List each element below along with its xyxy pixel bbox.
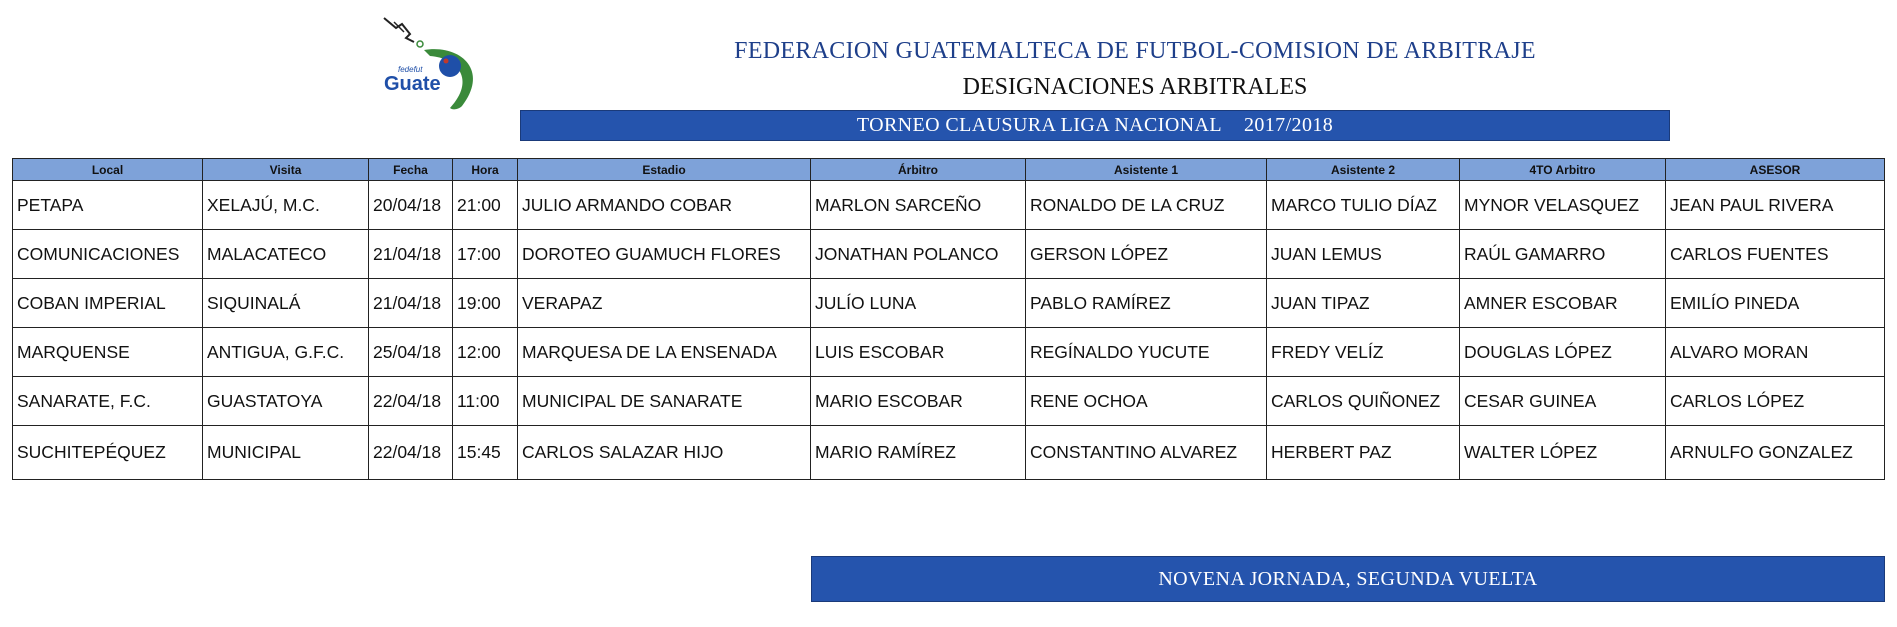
cell-local: SUCHITEPÉQUEZ: [13, 426, 203, 480]
cell-asistente-2: JUAN TIPAZ: [1267, 279, 1460, 328]
table-row: [13, 230, 1885, 279]
cell-visita: GUASTATOYA: [203, 377, 369, 426]
column-header-fecha: Fecha: [369, 159, 453, 181]
cell-hora: 19:00: [453, 279, 518, 328]
cell-fecha: 22/04/18: [369, 377, 453, 426]
cell-local: COMUNICACIONES: [13, 230, 203, 279]
cell-fecha: 21/04/18: [369, 230, 453, 279]
cell-visita: SIQUINALÁ: [203, 279, 369, 328]
cell-asesor: ARNULFO GONZALEZ: [1666, 426, 1885, 480]
column-header-4to-arbitro: 4TO Arbitro: [1460, 159, 1666, 181]
round-banner: NOVENA JORNADA, SEGUNDA VUELTA: [811, 556, 1885, 602]
cell-asesor: EMILÍO PINEDA: [1666, 279, 1885, 328]
cell-local: SANARATE, F.C.: [13, 377, 203, 426]
cell-estadio: DOROTEO GUAMUCH FLORES: [518, 230, 811, 279]
table-header-row: [13, 159, 1885, 181]
column-header-visita: Visita: [203, 159, 369, 181]
cell-arbitro: MARIO RAMÍREZ: [811, 426, 1026, 480]
org-title: FEDERACION GUATEMALTECA DE FUTBOL-COMISION DE ARBITRAJE: [734, 38, 1536, 64]
column-header-asistente-1: Asistente 1: [1026, 159, 1267, 181]
cell-asistente-1: CONSTANTINO ALVAREZ: [1026, 426, 1267, 480]
cell-local: COBAN IMPERIAL: [13, 279, 203, 328]
cell-estadio: CARLOS SALAZAR HIJO: [518, 426, 811, 480]
cell-4to-arbitro: DOUGLAS LÓPEZ: [1460, 328, 1666, 377]
table-row: [13, 377, 1885, 426]
column-header-estadio: Estadio: [518, 159, 811, 181]
cell-hora: 11:00: [453, 377, 518, 426]
cell-hora: 15:45: [453, 426, 518, 480]
cell-visita: MUNICIPAL: [203, 426, 369, 480]
fedefut-logo-icon: [380, 14, 500, 114]
cell-hora: 17:00: [453, 230, 518, 279]
cell-asistente-1: RONALDO DE LA CRUZ: [1026, 181, 1267, 230]
column-header-arbitro: Árbitro: [811, 159, 1026, 181]
soccer-ball-icon: [439, 55, 461, 77]
cell-local: PETAPA: [13, 181, 203, 230]
cell-arbitro: MARIO ESCOBAR: [811, 377, 1026, 426]
column-header-asesor: ASESOR: [1666, 159, 1885, 181]
cell-fecha: 25/04/18: [369, 328, 453, 377]
column-header-asistente-2: Asistente 2: [1267, 159, 1460, 181]
cell-4to-arbitro: WALTER LÓPEZ: [1460, 426, 1666, 480]
tournament-season: 2017/2018: [1243, 114, 1334, 136]
logo-small-text: fedefut: [398, 65, 423, 74]
table-row: [13, 328, 1885, 377]
table-row: [13, 279, 1885, 328]
cell-visita: ANTIGUA, G.F.C.: [203, 328, 369, 377]
cell-asesor: CARLOS LÓPEZ: [1666, 377, 1885, 426]
cell-asistente-1: PABLO RAMÍREZ: [1026, 279, 1267, 328]
cell-asistente-2: CARLOS QUIÑONEZ: [1267, 377, 1460, 426]
cell-arbitro: MARLON SARCEÑO: [811, 181, 1026, 230]
cell-asistente-2: HERBERT PAZ: [1267, 426, 1460, 480]
assignments-table: [12, 158, 1885, 480]
cell-fecha: 22/04/18: [369, 426, 453, 480]
cell-asistente-1: GERSON LÓPEZ: [1026, 230, 1267, 279]
cell-4to-arbitro: AMNER ESCOBAR: [1460, 279, 1666, 328]
column-header-hora: Hora: [453, 159, 518, 181]
column-header-local: Local: [13, 159, 203, 181]
table-row: [13, 426, 1885, 480]
cell-asistente-2: JUAN LEMUS: [1267, 230, 1460, 279]
cell-local: MARQUENSE: [13, 328, 203, 377]
cell-estadio: MARQUESA DE LA ENSENADA: [518, 328, 811, 377]
cell-4to-arbitro: CESAR GUINEA: [1460, 377, 1666, 426]
cell-4to-arbitro: MYNOR VELASQUEZ: [1460, 181, 1666, 230]
cell-hora: 21:00: [453, 181, 518, 230]
cell-visita: MALACATECO: [203, 230, 369, 279]
cell-arbitro: JONATHAN POLANCO: [811, 230, 1026, 279]
tournament-banner: [520, 110, 1670, 141]
cell-estadio: MUNICIPAL DE SANARATE: [518, 377, 811, 426]
cell-hora: 12:00: [453, 328, 518, 377]
cell-estadio: VERAPAZ: [518, 279, 811, 328]
cell-fecha: 20/04/18: [369, 181, 453, 230]
cell-asesor: CARLOS FUENTES: [1666, 230, 1885, 279]
cell-visita: XELAJÚ, M.C.: [203, 181, 369, 230]
cell-arbitro: JULÍO LUNA: [811, 279, 1026, 328]
cell-asesor: JEAN PAUL RIVERA: [1666, 181, 1885, 230]
page-title: DESIGNACIONES ARBITRALES: [962, 74, 1308, 100]
cell-asistente-2: FREDY VELÍZ: [1267, 328, 1460, 377]
cell-estadio: JULIO ARMANDO COBAR: [518, 181, 811, 230]
cell-fecha: 21/04/18: [369, 279, 453, 328]
logo-text: Guate: [384, 73, 441, 95]
cell-arbitro: LUIS ESCOBAR: [811, 328, 1026, 377]
cell-asistente-1: RENE OCHOA: [1026, 377, 1267, 426]
cell-4to-arbitro: RAÚL GAMARRO: [1460, 230, 1666, 279]
tournament-name: TORNEO CLAUSURA LIGA NACIONAL: [856, 114, 1222, 136]
table-row: [13, 181, 1885, 230]
cell-asistente-2: MARCO TULIO DÍAZ: [1267, 181, 1460, 230]
cell-asesor: ALVARO MORAN: [1666, 328, 1885, 377]
cell-asistente-1: REGÍNALDO YUCUTE: [1026, 328, 1267, 377]
